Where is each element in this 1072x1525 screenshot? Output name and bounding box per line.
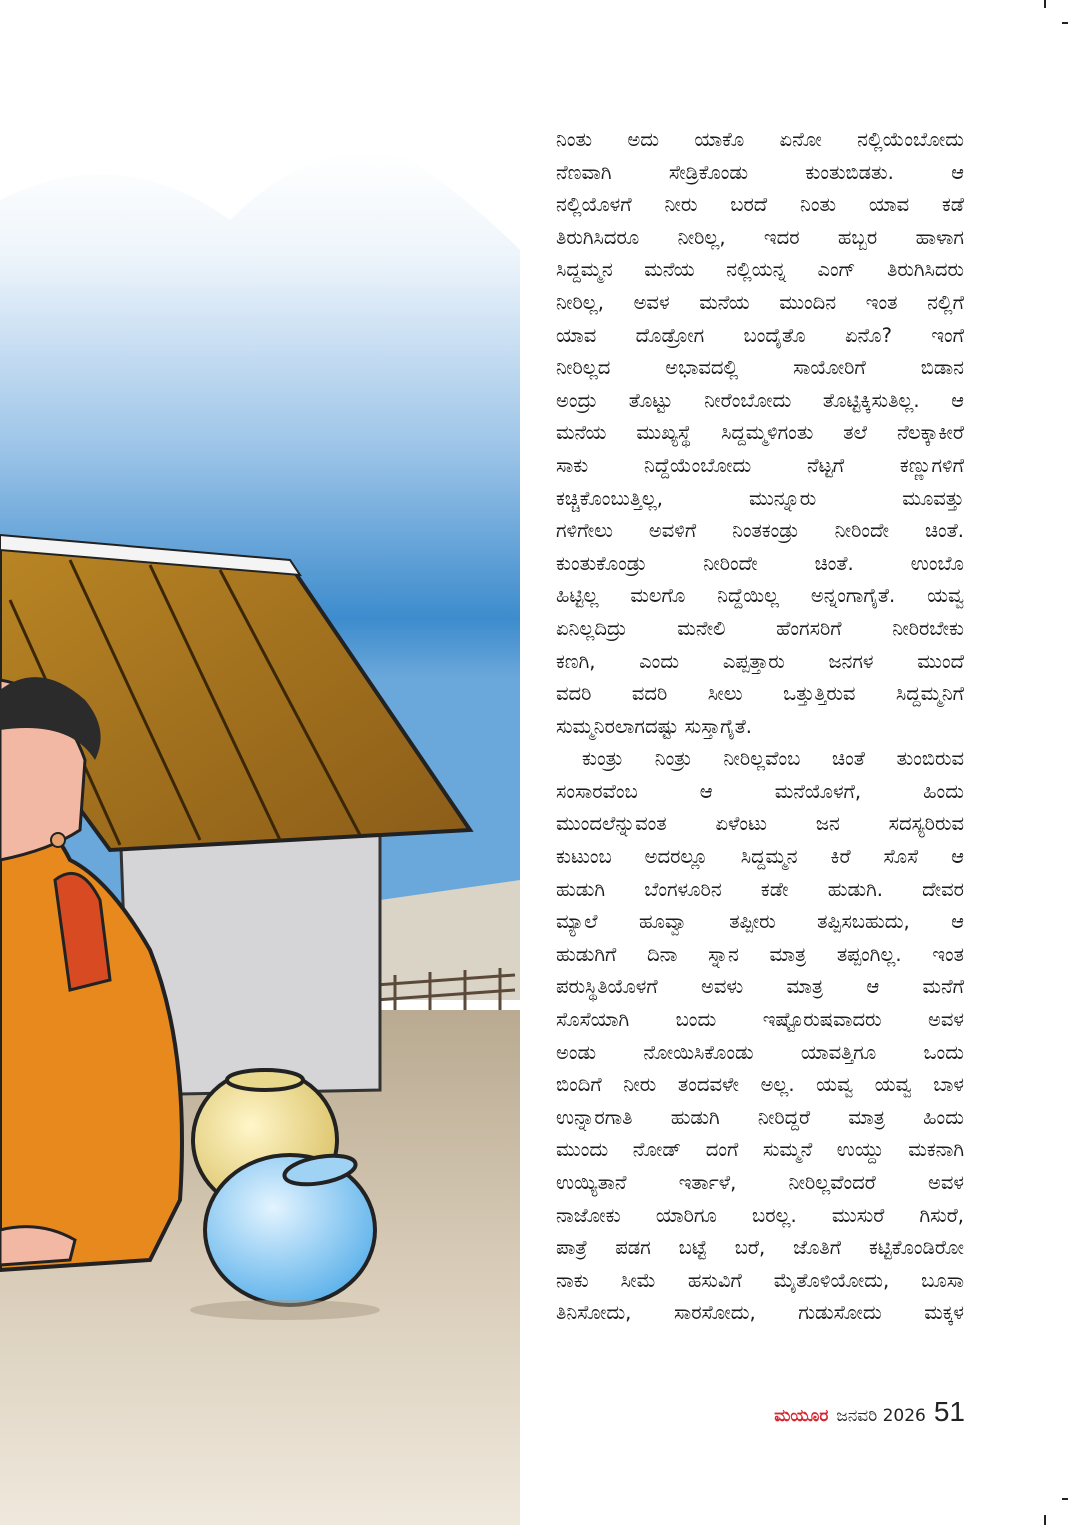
text-line: ಉನ್ನಾರಗಾತಿ ಹುಡುಗಿ ನೀರಿದ್ದರೆ ಮಾತ್ರ ಹಿಂದು bbox=[556, 1105, 964, 1129]
text-line: ನಿಂತು ಅದು ಯಾಕೊ ಏನೋ ನಲ್ಲಿಯೆಂಬೋದು bbox=[556, 128, 964, 151]
text-line: ನಲ್ಲಿಯೊಳಗೆ ನೀರು ಬರದೆ ನಿಂತು ಯಾವ ಕಡೆ bbox=[556, 193, 964, 217]
text-line: ನೀರಿಲ್ಲ, ಅವಳ ಮನೆಯ ಮುಂದಿನ ಇಂತ ನಲ್ಲಿಗೆ bbox=[556, 290, 964, 314]
text-line: ಸುಮ್ಮನಿರಲಾಗದಷ್ಟು ಸುಸ್ತಾಗೈತೆ. bbox=[556, 714, 753, 738]
text-line: ಮನೆಯ ಮುಖ್ಯಸ್ಥೆ ಸಿದ್ದಮ್ಮಳಿಗಂತು ತಲೆ ನೆಲಕ್ಕಾಕೀರೆ bbox=[556, 421, 964, 445]
crop-mark-right bbox=[1062, 22, 1068, 24]
text-line: ಸೊಸೆಯಾಗಿ ಬಂದು ಇಷ್ಟೊರುಷವಾದರು ಅವಳ bbox=[556, 1008, 964, 1032]
text-line: ನಾಜೋಕು ಯಾರಿಗೂ ಬರಲ್ಲ. ಮುಸುರೆ ಗಿಸುರೆ, bbox=[556, 1203, 964, 1227]
text-line: ಕುಟುಂಬ ಅದರಲ್ಲೂ ಸಿದ್ದಮ್ಮನ ಕಿರೆ ಸೊಸೆ ಆ bbox=[556, 845, 964, 869]
text-line: ತಿನಿಸೋದು, ಸಾರಸೋದು, ಗುಡುಸೋದು ಮಕ್ಕಳ bbox=[556, 1301, 964, 1325]
text-line: ಕುಂತುಕೊಂಡ್ರು ನೀರಿಂದೇ ಚಿಂತೆ. ಉಂಬೊ bbox=[556, 551, 964, 575]
text-line: ಹುಡುಗಿಗೆ ದಿನಾ ಸ್ನಾನ ಮಾತ್ರ ತಪ್ಪಂಗಿಲ್ಲ. ಇಂತ bbox=[556, 942, 964, 966]
text-line: ಸಿದ್ದಮ್ಮನ ಮನೆಯ ನಲ್ಲಿಯನ್ನ ಎಂಗ್ ತಿರುಗಿಸಿದರು bbox=[556, 258, 964, 282]
paragraph-1 bbox=[556, 124, 964, 743]
text-line: ಮುಂದಲೆನ್ನುವಂತ ಏಳೆಂಟು ಜನ ಸದಸ್ಯರಿರುವ bbox=[556, 812, 964, 836]
text-line: ಹಿಟ್ಟಿಲ್ಲ ಮಲಗೊ ನಿದ್ದೆಯಿಲ್ಲ ಅನ್ನಂಗಾಗೈತೆ. ಯವ್ವ bbox=[556, 584, 964, 608]
text-line: ನೀರಿಲ್ಲದ ಅಭಾವದಲ್ಲಿ ಸಾಯೋರಿಗೆ ಬಿಡಾನ bbox=[556, 356, 964, 380]
text-line: ಪಾತ್ರೆ ಪಡಗ ಬಟ್ಟೆ ಬರೆ, ಜೊತಿಗೆ ಕಟ್ಟಿಕೊಂಡಿರೋ bbox=[556, 1236, 964, 1260]
article-text-column bbox=[556, 124, 964, 1330]
issue-date: ಜನವರಿ 2026 bbox=[836, 1406, 926, 1426]
text-line: ಗಳಿಗೇಲು ಅವಳಿಗೆ ನಿಂತಕಂಡ್ರು ನೀರಿಂದೇ ಚಿಂತೆ. bbox=[556, 519, 964, 543]
page-number: 51 bbox=[933, 1396, 965, 1427]
paragraph-2 bbox=[556, 743, 964, 1330]
text-line: ಪರುಸ್ಥಿತಿಯೊಳಗೆ ಅವಳು ಮಾತ್ರ ಆ ಮನೆಗೆ bbox=[556, 975, 964, 999]
text-line: ನಾಕು ಸೀಮೆ ಹಸುವಿಗೆ ಮೈತೊಳಿಯೋದು, ಬೂಸಾ bbox=[556, 1268, 964, 1292]
crop-mark-bottom-right bbox=[1062, 1498, 1068, 1500]
text-line: ಕುಂತ್ರು ನಿಂತ್ರು ನೀರಿಲ್ಲವೆಂಬ ಚಿಂತೆ ತುಂಬಿರುವ bbox=[582, 747, 964, 771]
text-line: ತಿರುಗಿಸಿದರೂ ನೀರಿಲ್ಲ, ಇದರ ಹಬ್ಬರ ಹಾಳಾಗ bbox=[556, 225, 964, 249]
text-line: ಸಾಕು ನಿದ್ದೆಯೆಂಬೋದು ನೆಟ್ಟಗೆ ಕಣ್ಣುಗಳಿಗೆ bbox=[556, 453, 964, 477]
text-line: ಉಯ್ಯಿತಾನೆ ಇರ್ತಾಳೆ, ನೀರಿಲ್ಲವೆಂದರೆ ಅವಳ bbox=[556, 1171, 964, 1194]
text-line: ಕಚ್ಚಿಕೊಂಬುತ್ತಿಲ್ಲ, ಮುನ್ನೂರು ಮೂವತ್ತು bbox=[556, 486, 964, 510]
text-line: ವದರಿ ವದರಿ ಸೀಲು ಒತ್ತುತ್ತಿರುವ ಸಿದ್ದಮ್ಮನಿಗೆ bbox=[556, 682, 964, 706]
text-line: ಹುಡುಗಿ ಬೆಂಗಳೂರಿನ ಕಡೇ ಹುಡುಗಿ. ದೇವರ bbox=[556, 877, 964, 901]
crop-mark-bottom bbox=[1044, 1515, 1046, 1525]
text-line: ಅಂಡು ನೋಯಿಸಿಕೊಂಡು ಯಾವತ್ತಿಗೂ ಒಂದು bbox=[556, 1040, 964, 1064]
text-line: ಕಣಗಿ, ಎಂದು ಎಪ್ಪತ್ತಾರು ಜನಗಳ ಮುಂದೆ bbox=[556, 649, 964, 673]
crop-mark-top bbox=[1044, 0, 1046, 8]
text-line: ಬಿಂದಿಗೆ ನೀರು ತಂದವಳೇ ಅಲ್ಲ. ಯವ್ವ ಯವ್ವ ಬಾಳ bbox=[556, 1073, 964, 1097]
text-line: ಏನಿಲ್ಲದಿದ್ರು ಮನೇಲಿ ಹೆಂಗಸರಿಗೆ ನೀರಿರಬೇಕು bbox=[556, 616, 964, 640]
story-illustration bbox=[0, 0, 520, 1525]
text-line: ಯಾವ ದೊಡ್ರೋಗ ಬಂದೈತೊ ಏನೊ? ಇಂಗೆ bbox=[556, 323, 964, 347]
magazine-logo: ಮಯೂರ bbox=[774, 1406, 829, 1426]
page-footer bbox=[735, 1396, 965, 1428]
text-line: ಮ್ಯಾಲೆ ಹೂವ್ವಾ ತಪ್ಪೀರು ತಪ್ಪಿಸಬಹುದು, ಆ bbox=[556, 910, 964, 934]
text-line: ಮುಂದು ನೋಡ್ ದಂಗೆ ಸುಮ್ಮನೆ ಉಯ್ದು ಮಕನಾಗಿ bbox=[556, 1138, 964, 1162]
text-line: ನೆಣವಾಗಿ ಸೇಡ್ರಿಕೊಂಡು ಕುಂತುಬಿಡತು. ಆ bbox=[556, 160, 964, 184]
text-line: ಸಂಸಾರವೆಂಬ ಆ ಮನೆಯೊಳಗೆ, ಹಿಂದು bbox=[556, 779, 964, 803]
text-line: ಅಂದ್ರು ತೊಟ್ಟು ನೀರೆಂಬೋದು ತೊಟ್ಟಿಕ್ಕಿಸುತಿಲ್ಲ. ಆ bbox=[556, 388, 964, 412]
village-scene-image bbox=[0, 0, 520, 1525]
